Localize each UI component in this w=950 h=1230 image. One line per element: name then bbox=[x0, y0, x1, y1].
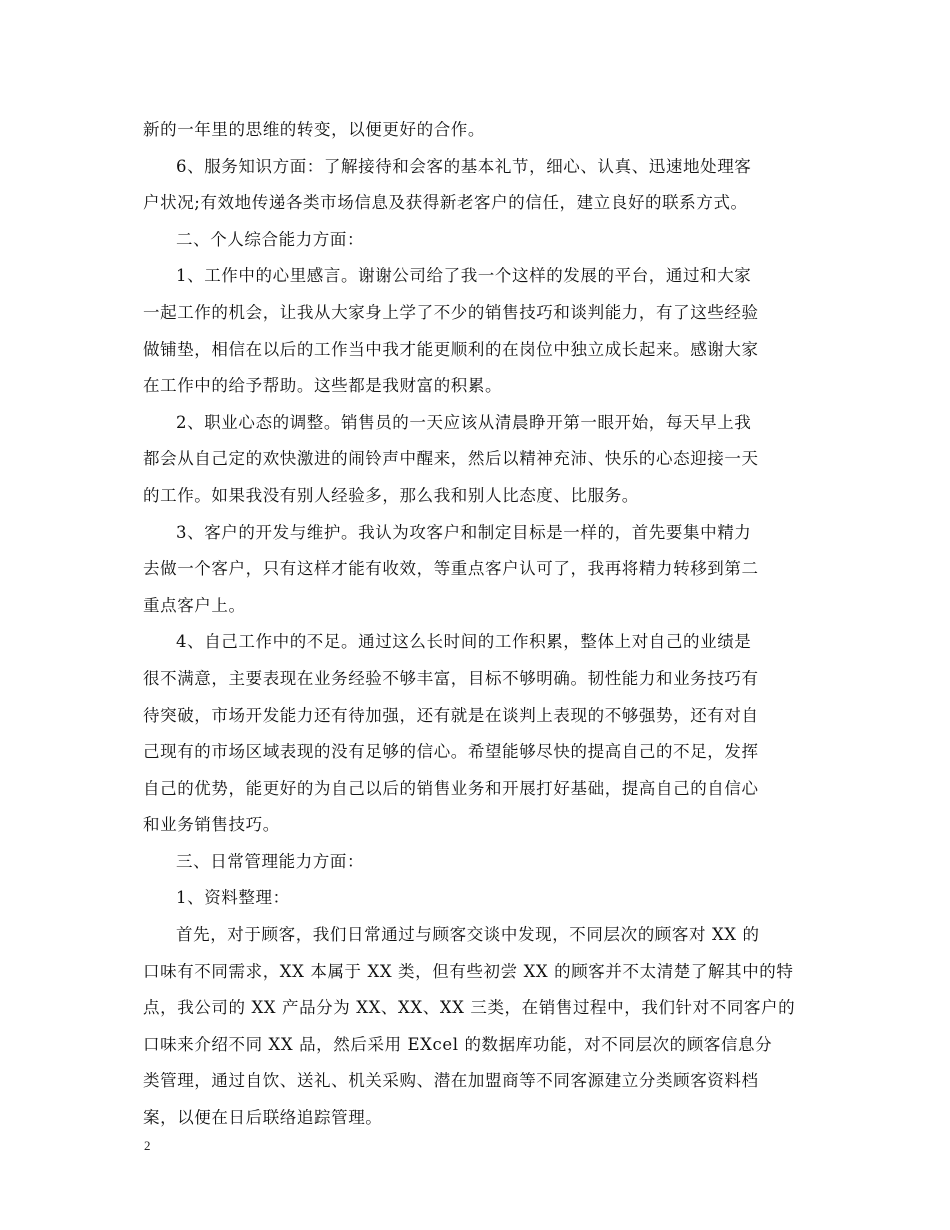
text-line: 3、客户的开发与维护。我认为攻客户和制定目标是一样的，首先要集中精力 bbox=[176, 522, 752, 542]
text-line: 点，我公司的 XX 产品分为 XX、XX、XX 三类，在销售过程中，我们针对不同客户的 bbox=[143, 998, 796, 1018]
text-line: 户状况;有效地传递各类市场信息及获得新老客户的信任，建立良好的联系方式。 bbox=[143, 193, 748, 213]
text-line: 去做一个客户，只有这样才能有收效，等重点客户认可了，我再将精力转移到第二 bbox=[143, 559, 759, 579]
section-heading: 二、个人综合能力方面： bbox=[176, 229, 365, 249]
text-line: 2、职业心态的调整。销售员的一天应该从清晨睁开第一眼开始，每天早上我 bbox=[176, 412, 752, 432]
text-line: 很不满意，主要表现在业务经验不够丰富，目标不够明确。韧性能力和业务技巧有 bbox=[143, 668, 759, 688]
page-number: 2 bbox=[144, 1138, 151, 1153]
text-line: 做铺垫，相信在以后的工作当中我才能更顺利的在岗位中独立成长起来。感谢大家 bbox=[143, 339, 759, 359]
text-line: 案，以便在日后联络追踪管理。 bbox=[143, 1108, 383, 1128]
subsection-heading: 1、资料整理： bbox=[176, 888, 290, 908]
text-line: 口味有不同需求，XX 本属于 XX 类，但有些初尝 XX 的顾客并不太清楚了解其中的特 bbox=[143, 961, 794, 981]
text-line: 待突破，市场开发能力还有待加强，还有就是在谈判上表现的不够强势，还有对自 bbox=[143, 705, 759, 725]
document-body bbox=[143, 112, 810, 1137]
text-line: 都会从自己定的欢快激进的闹铃声中醒来，然后以精神充沛、快乐的心态迎接一天 bbox=[143, 449, 759, 469]
text-line: 和业务销售技巧。 bbox=[143, 815, 280, 835]
text-line: 首先，对于顾客，我们日常通过与顾客交谈中发现，不同层次的顾客对 XX 的 bbox=[176, 925, 760, 945]
text-line: 重点客户上。 bbox=[143, 595, 246, 615]
text-line: 在工作中的给予帮助。这些都是我财富的积累。 bbox=[143, 376, 503, 396]
text-line: 1、工作中的心里感言。谢谢公司给了我一个这样的发展的平台，通过和大家 bbox=[176, 266, 752, 286]
text-line: 4、自己工作中的不足。通过这么长时间的工作积累，整体上对自己的业绩是 bbox=[176, 632, 752, 652]
section-heading: 三、日常管理能力方面： bbox=[176, 851, 365, 871]
text-line: 新的一年里的思维的转变，以便更好的合作。 bbox=[143, 120, 485, 139]
body-text bbox=[143, 112, 810, 1137]
text-line: 的工作。如果我没有别人经验多，那么我和别人比态度、比服务。 bbox=[143, 485, 639, 505]
text-line: 自己的优势，能更好的为自己以后的销售业务和开展打好基础，提高自己的自信心 bbox=[143, 778, 759, 798]
text-line: 口味来介绍不同 XX 品，然后采用 EXcel 的数据库功能，对不同层次的顾客信息分 bbox=[143, 1034, 773, 1054]
text-line: 类管理，通过自饮、送礼、机关采购、潜在加盟商等不同客源建立分类顾客资料档 bbox=[143, 1071, 759, 1091]
text-line: 一起工作的机会，让我从大家身上学了不少的销售技巧和谈判能力，有了这些经验 bbox=[143, 302, 759, 322]
text-line: 6、服务知识方面：了解接待和会客的基本礼节，细心、认真、迅速地处理客 bbox=[176, 156, 752, 176]
text-line: 己现有的市场区域表现的没有足够的信心。希望能够尽快的提高自己的不足，发挥 bbox=[143, 742, 759, 762]
